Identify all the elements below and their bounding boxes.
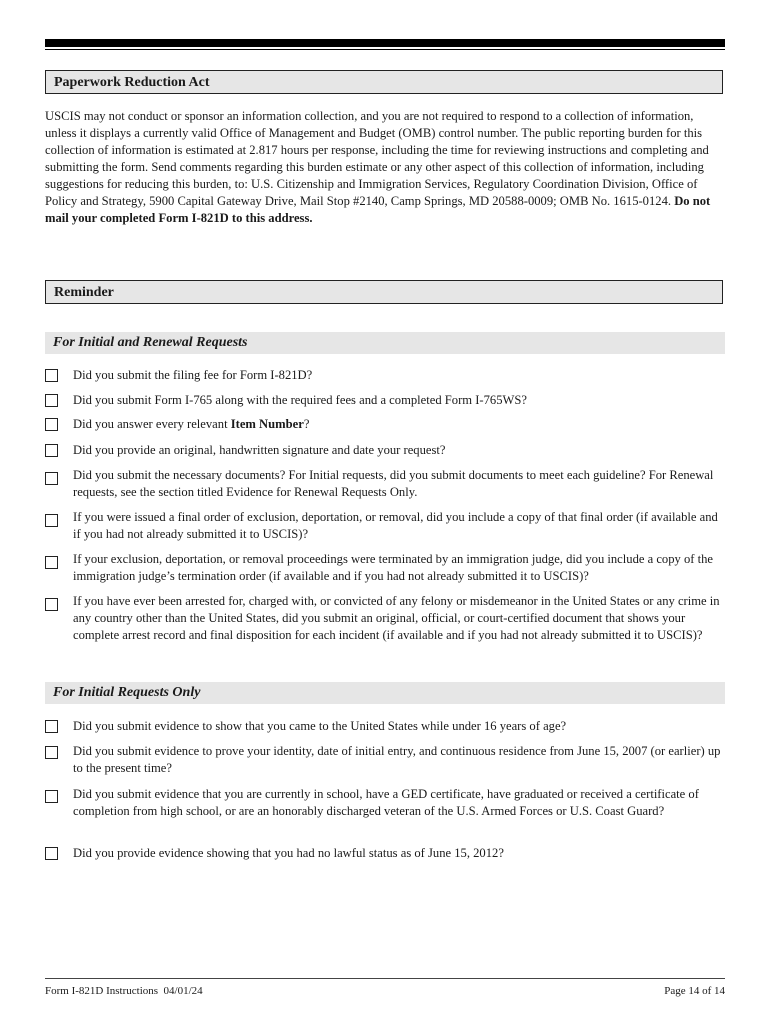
checkbox[interactable] xyxy=(45,418,58,431)
checkbox[interactable] xyxy=(45,514,58,527)
checklist-item-text: Did you submit the necessary documents? For Initial requests, did you submit documents to meet each guideline? For Renewal requests, see the section titled Evidence for Renewal Requests Only. xyxy=(73,468,714,499)
item-number-bold: Item Number xyxy=(230,417,304,431)
initial-renewal-subheader: For Initial and Renewal Requests xyxy=(45,332,725,354)
footer-rule xyxy=(45,978,725,979)
item-number-suffix: ? xyxy=(303,417,310,431)
checklist-item-text: Did you submit the filing fee for Form I-821D? xyxy=(73,368,313,382)
checklist-item-text: Did you provide an original, handwritten signature and date your request? xyxy=(73,443,446,457)
top-rule-thin xyxy=(45,49,725,50)
checkbox[interactable] xyxy=(45,369,58,382)
checklist-item-text: If you have ever been arrested for, charged with, or convicted of any felony or misdemeanor in the United States or any crime in any country other than the United States, did you submit an original, official, or court-certified document that shows your complete arrest record and final disposition for each incident (if available and if you had not already submitted it to USCIS)? xyxy=(73,594,720,642)
pra-header: Paperwork Reduction Act xyxy=(45,70,723,94)
checklist-item-text: Did you submit Form I-765 along with the required fees and a completed Form I-765WS? xyxy=(73,393,527,407)
footer-page-number: Page 14 of 14 xyxy=(664,985,725,997)
checklist-item-text: Did you submit evidence that you are currently in school, have a GED certificate, have graduated or received a certificate of completion from high school, or are an honorably discharged veteran of the U.S. Armed Forces or U.S. Coast Guard? xyxy=(73,787,699,818)
checkbox[interactable] xyxy=(45,790,58,803)
checkbox[interactable] xyxy=(45,556,58,569)
footer-form-id: Form I-821D Instructions 04/01/24 xyxy=(45,985,203,997)
checkbox[interactable] xyxy=(45,444,58,457)
document-page xyxy=(45,0,725,1024)
pra-bold-tail: Do not mail your completed Form I-821D to this address. xyxy=(45,194,711,225)
item-number-prefix: Did you answer every relevant xyxy=(73,417,231,431)
top-rule xyxy=(45,39,725,47)
checklist-item-text: Did you provide evidence showing that you had no lawful status as of June 15, 2012? xyxy=(73,846,504,860)
checklist-item-text: If you were issued a final order of exclusion, deportation, or removal, did you include a copy of that final order (if available and if you had not already submitted it to USCIS)? xyxy=(73,510,718,541)
checkbox[interactable] xyxy=(45,720,58,733)
reminder-header: Reminder xyxy=(45,280,723,304)
checklist-item-text xyxy=(73,416,725,433)
checkbox[interactable] xyxy=(45,746,58,759)
checkbox[interactable] xyxy=(45,598,58,611)
initial-only-subheader: For Initial Requests Only xyxy=(45,682,725,704)
checkbox[interactable] xyxy=(45,394,58,407)
pra-paragraph xyxy=(45,108,725,227)
pra-body: USCIS may not conduct or sponsor an information collection, and you are not required to respond to a collection of information, unless it displays a currently valid Office of Management and Budget (OMB) control number. The public reporting burden for this collection of information is estimated at 2.817 hours per response, including the time for reviewing instructions and completing and submitting the form. Send comments regarding this burden estimate or any other aspect of this collection of information, including suggestions for reducing this burden, to: U.S. Citizenship and Immigration Services, Regulatory Coordination Division, Office of Policy and Strategy, 5900 Capital Gateway Drive, Mail Stop #2140, Camp Springs, MD 20588-0009; OMB No. 1615-0124. xyxy=(45,109,709,208)
checklist-item-text: If your exclusion, deportation, or removal proceedings were terminated by an immigration judge, did you include a copy of the immigration judge’s termination order (if available and if you had not already submitted it to USCIS)? xyxy=(73,552,713,583)
checklist-item-text: Did you submit evidence to prove your identity, date of initial entry, and continuous residence from June 15, 2007 (or earlier) up to the present time? xyxy=(73,744,721,775)
checkbox[interactable] xyxy=(45,847,58,860)
checkbox[interactable] xyxy=(45,472,58,485)
checklist-item-text: Did you submit evidence to show that you came to the United States while under 16 years of age? xyxy=(73,719,567,733)
